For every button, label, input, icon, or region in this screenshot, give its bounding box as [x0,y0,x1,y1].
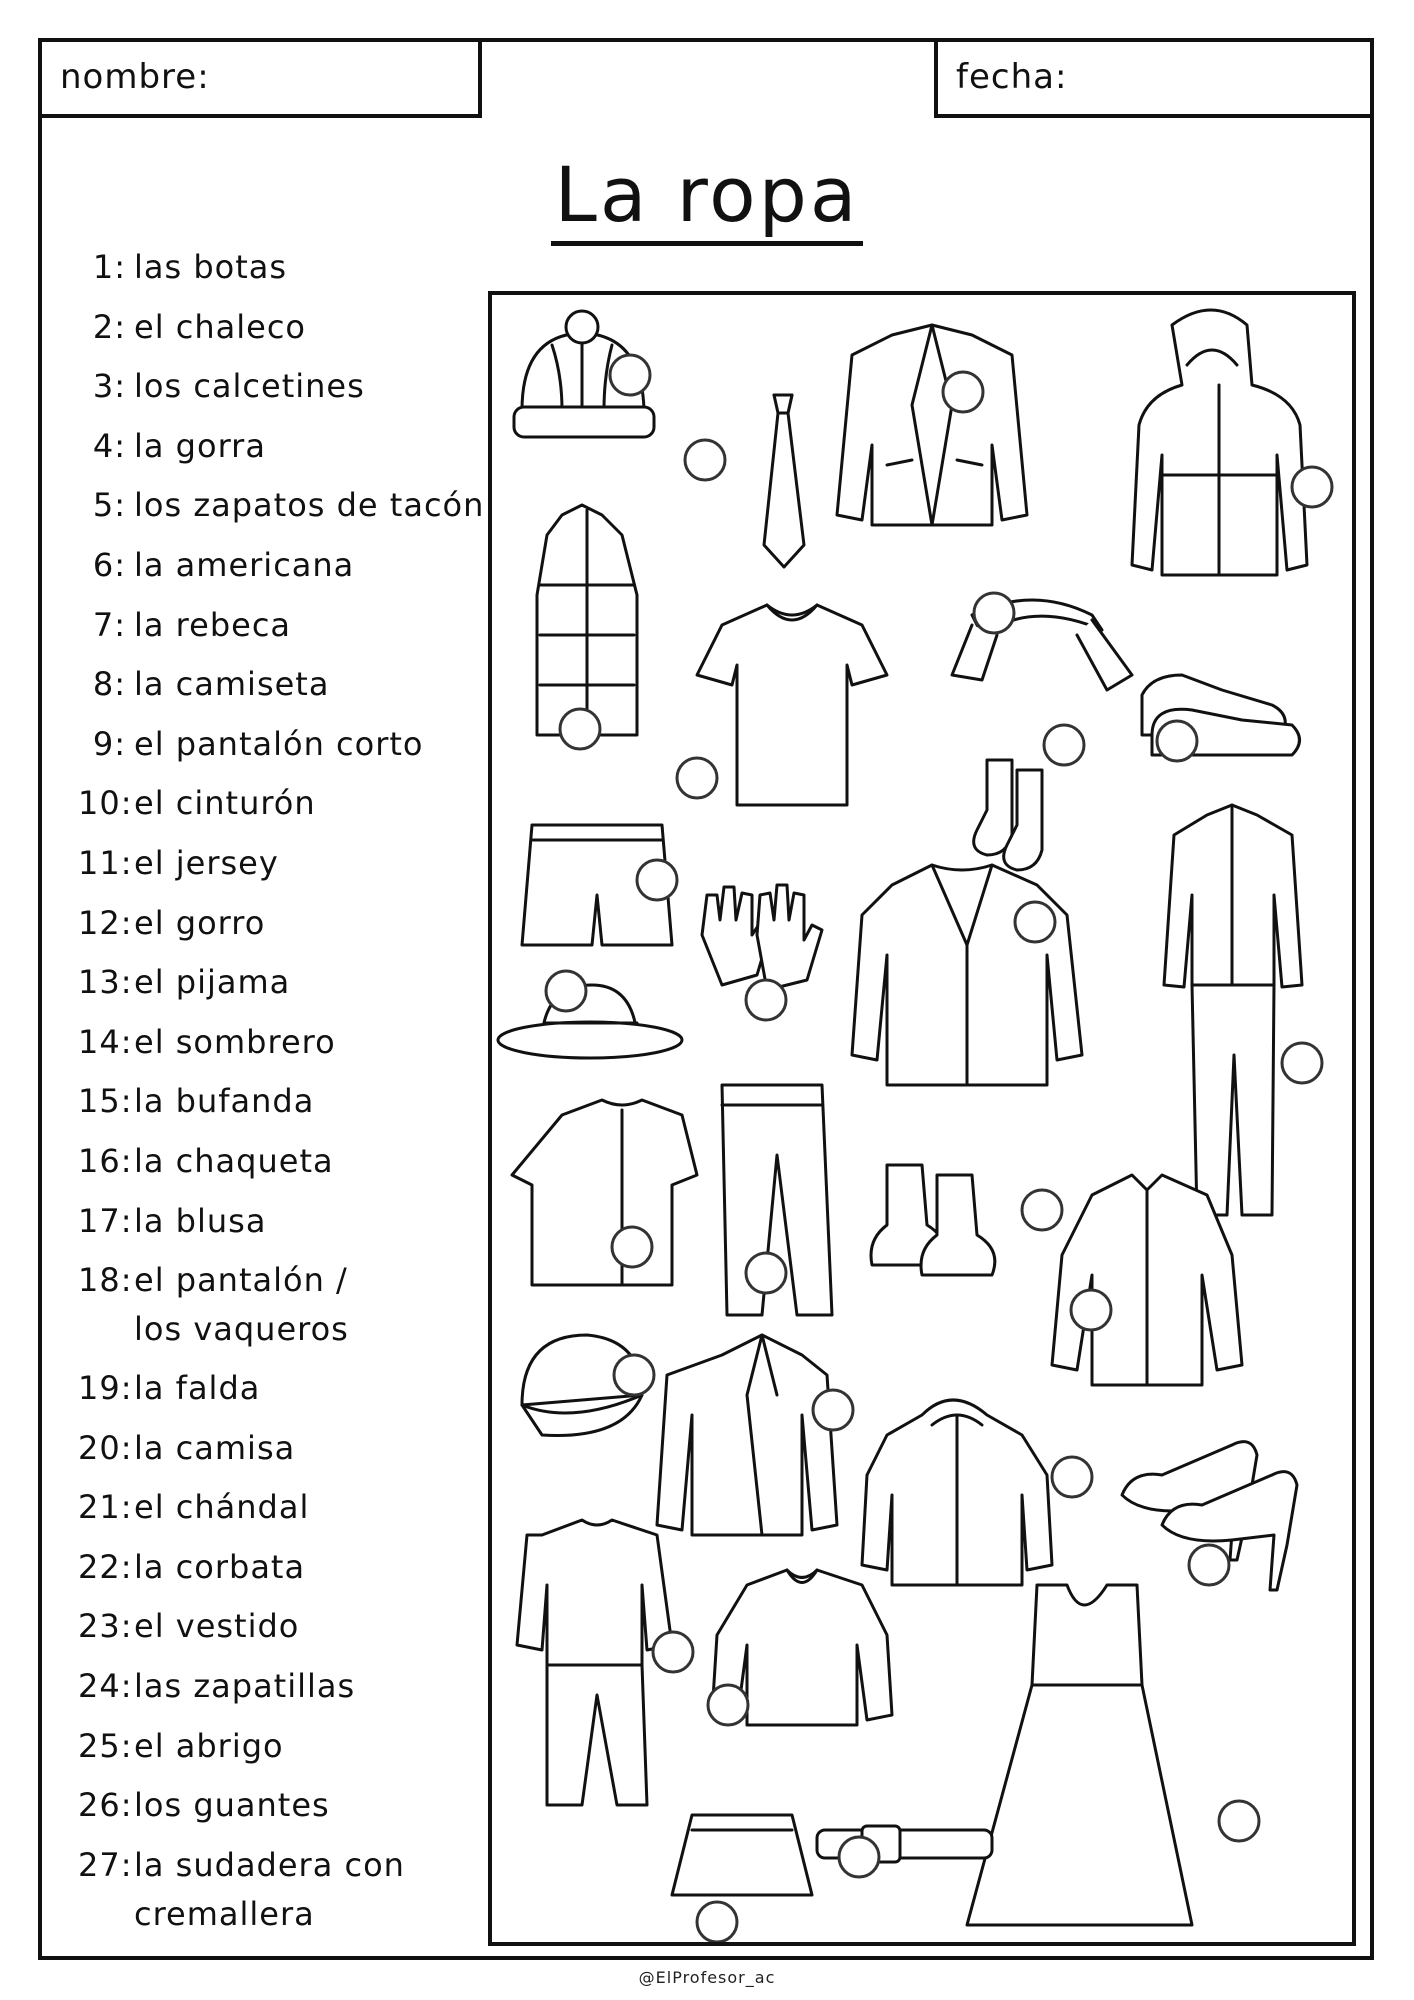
vocab-item [78,1419,478,1479]
dress-icon [967,1585,1192,1925]
vocab-number: 27: [78,1845,133,1884]
tracksuit-icon [1164,805,1302,1215]
answer-circle[interactable] [612,1227,652,1267]
answer-circle[interactable] [1189,1545,1229,1585]
answer-circle[interactable] [1157,721,1197,761]
vocab-number: 4: [92,426,126,465]
vocab-item [78,417,478,477]
vocab-number: 25: [78,1726,133,1765]
answer-circle[interactable] [839,1837,879,1877]
footer-credit: @ElProfesor_ac [638,1968,776,1987]
answer-circle[interactable] [813,1390,853,1430]
zip-hoodie-icon [862,1400,1052,1585]
vocab-number: 9: [92,724,126,763]
answer-circle[interactable] [708,1685,748,1725]
vocab-item [78,1538,478,1598]
vocab-item [78,655,478,715]
pajamas-icon [517,1520,672,1805]
vocab-number: 3: [92,367,126,406]
answer-circle[interactable] [610,355,650,395]
vocabulary-list [78,238,485,1944]
vocab-label: el chaleco [134,307,306,346]
blazer-icon [837,325,1027,525]
vocab-number: 13: [78,963,133,1002]
vocab-label: la chaqueta [134,1141,334,1180]
vocab-number: 2: [92,307,126,346]
vocab-label: la corbata [134,1547,306,1586]
vocab-item [78,1597,478,1657]
vocab-item [78,298,478,358]
vocab-number: 21: [78,1488,133,1527]
brim-hat-icon [498,985,682,1058]
vocab-label-continued: los vaqueros [134,1310,349,1349]
vocab-item [78,1013,478,1073]
vocab-number: 5: [92,486,126,525]
date-field[interactable] [934,38,1374,118]
gloves-icon [702,885,822,990]
vocab-item [78,1657,478,1717]
vocab-number: 11: [78,843,133,882]
answer-circle[interactable] [1292,467,1332,507]
vocab-item [78,1132,478,1192]
vocab-label: el chándal [134,1488,310,1527]
answer-circle[interactable] [614,1355,654,1395]
vocab-label: el jersey [134,843,279,882]
vocab-label: la camiseta [134,665,330,704]
answer-circle[interactable] [1022,1190,1062,1230]
vocab-number: 15: [78,1082,133,1121]
answer-circle[interactable] [697,1902,737,1942]
skirt-icon [672,1815,812,1895]
name-field[interactable] [38,38,482,118]
vocab-item [78,715,478,775]
vocab-label: los calcetines [134,367,365,406]
vocab-label: el pijama [134,963,291,1002]
vocab-item [78,1359,478,1419]
vocab-item [78,238,478,298]
answer-circle[interactable] [1282,1043,1322,1083]
vocab-item [78,596,478,656]
answer-circle[interactable] [1015,902,1055,942]
vocab-label: la bufanda [134,1082,315,1121]
tie-icon [764,395,804,567]
vocab-item [78,774,478,834]
answer-circle[interactable] [974,593,1014,633]
vocab-label: la falda [134,1369,261,1408]
blouse-icon [512,1100,697,1285]
socks-icon [974,760,1042,870]
vocab-number: 14: [78,1022,133,1061]
vocab-label: las botas [134,248,288,286]
vocab-item [78,476,485,536]
answer-circle[interactable] [653,1632,693,1672]
answer-circle[interactable] [1052,1457,1092,1497]
tshirt-icon [697,605,887,805]
vocab-number: 7: [92,605,126,644]
vocab-number: 24: [78,1667,133,1706]
vocab-label: la blusa [134,1201,267,1240]
vocab-item [78,1776,478,1836]
picture-box [488,291,1356,1946]
answer-circle[interactable] [1044,725,1084,765]
vocab-number: 19: [78,1369,133,1408]
vocab-label: el cinturón [134,784,316,823]
name-label: nombre: [60,57,210,97]
vocab-label: el pantalón corto [134,724,424,763]
vocab-number: 1: [92,248,126,286]
vocab-number: 26: [78,1786,133,1825]
cardigan-icon [852,865,1082,1085]
vocab-number: 16: [78,1141,133,1180]
vocab-number: 23: [78,1607,133,1646]
vocab-item [78,1251,478,1359]
vocab-number: 17: [78,1201,133,1240]
vocab-number: 18: [78,1261,133,1300]
vocab-label: la sudadera con [134,1845,405,1884]
answer-circle[interactable] [1071,1290,1111,1330]
answer-circle[interactable] [637,860,677,900]
vocab-item [78,894,478,954]
page-title: La ropa [0,150,1414,239]
vocab-item [78,1192,478,1252]
hooded-jacket-icon [1132,310,1307,575]
date-label: fecha: [956,57,1068,97]
answer-circle[interactable] [685,440,725,480]
vocab-item [78,953,478,1013]
vocab-label: la camisa [134,1428,296,1467]
answer-circle[interactable] [746,980,786,1020]
vocab-item [78,1717,478,1777]
vocab-number: 12: [78,903,133,942]
vocab-item [78,1836,478,1944]
vocab-label: los zapatos de tacón [134,486,485,525]
coat-icon [657,1335,837,1535]
vocab-label: el vestido [134,1607,300,1646]
vocab-label: el gorro [134,903,266,942]
vocab-label: el pantalón / [134,1261,348,1300]
vocab-number: 20: [78,1428,133,1467]
vocab-item [78,357,478,417]
vocab-label: el abrigo [134,1726,284,1765]
answer-circle[interactable] [943,372,983,412]
vocab-label: la rebeca [134,605,292,644]
vocab-number: 6: [92,545,126,584]
vocab-label: los guantes [134,1786,330,1825]
vocab-item [78,834,478,894]
vocab-number: 8: [92,665,126,704]
boots-icon [871,1165,995,1275]
vocab-label: las zapatillas [134,1667,356,1706]
vest-icon [537,505,637,735]
vocab-number: 22: [78,1547,133,1586]
vocab-number: 10: [78,784,133,823]
answer-circle[interactable] [560,709,600,749]
vocab-item [78,1478,478,1538]
answer-circle[interactable] [1219,1801,1259,1841]
vocab-item [78,536,478,596]
vocab-label: la americana [134,545,355,584]
vocab-label: el sombrero [134,1022,336,1061]
vocab-label: la gorra [134,426,266,465]
answer-circle[interactable] [677,758,717,798]
vocab-label-continued: cremallera [134,1894,315,1933]
answer-circle[interactable] [546,971,586,1011]
vocab-item [78,1072,478,1132]
answer-circle[interactable] [746,1253,786,1293]
